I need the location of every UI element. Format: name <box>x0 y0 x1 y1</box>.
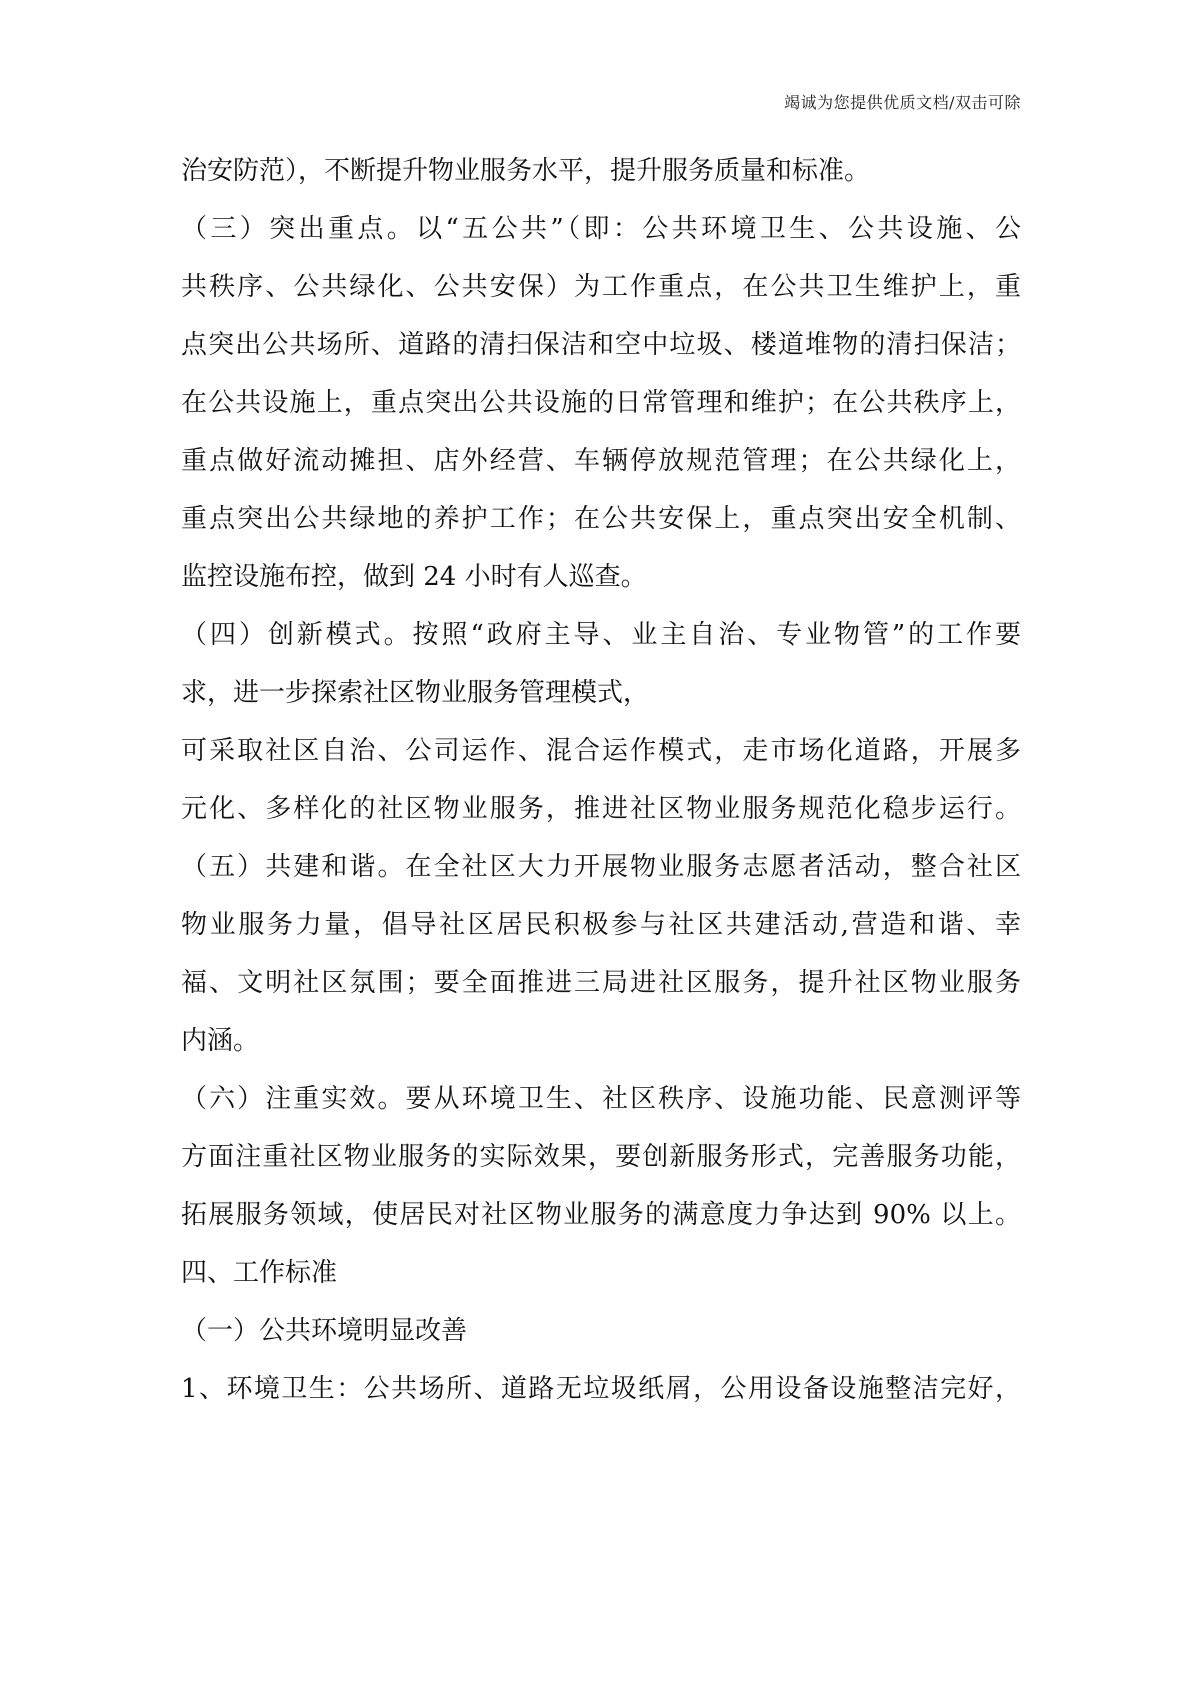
section-heading-3: （三）突出重点。以“五公共”（即：公共环境卫生、公共设施、公 <box>181 214 1021 244</box>
body-line: 拓展服务领域，使居民对社区物业服务的满意度力争达到 90% 以上。 <box>181 1200 1021 1230</box>
body-line: 物业服务力量，倡导社区居民积极参与社区共建活动,营造和谐、幸 <box>181 910 1021 940</box>
chapter-heading: 四、工作标准 <box>181 1258 338 1288</box>
body-line: 元化、多样化的社区物业服务，推进社区物业服务规范化稳步运行。 <box>181 794 1021 824</box>
body-line: 1、环境卫生：公共场所、道路无垃圾纸屑，公用设备设施整洁完好， <box>181 1374 1021 1404</box>
body-line: 福、文明社区氛围；要全面推进三局进社区服务，提升社区物业服务 <box>181 968 1021 998</box>
section-heading-4: （四）创新模式。按照“政府主导、业主自治、专业物管”的工作要 <box>181 620 1021 650</box>
section-heading-6: （六）注重实效。要从环境卫生、社区秩序、设施功能、民意测评等 <box>181 1084 1021 1114</box>
body-line: 方面注重社区物业服务的实际效果，要创新服务形式，完善服务功能， <box>181 1142 1021 1172</box>
document-body <box>181 142 1021 1418</box>
body-line: 治安防范），不断提升物业服务水平，提升服务质量和标准。 <box>181 156 871 186</box>
body-line: 点突出公共场所、道路的清扫保洁和空中垃圾、楼道堆物的清扫保洁； <box>181 330 1021 360</box>
body-line: 可采取社区自治、公司运作、混合运作模式，走市场化道路，开展多 <box>181 736 1021 766</box>
section-heading-5: （五）共建和谐。在全社区大力开展物业服务志愿者活动，整合社区 <box>181 852 1021 882</box>
body-line: 内涵。 <box>181 1026 260 1056</box>
body-line: 求，进一步探索社区物业服务管理模式， <box>181 678 650 708</box>
body-line: 重点突出公共绿地的养护工作；在公共安保上，重点突出安全机制、 <box>181 504 1021 534</box>
body-line: 在公共设施上，重点突出公共设施的日常管理和维护；在公共秩序上， <box>181 388 1021 418</box>
body-line: 重点做好流动摊担、店外经营、车辆停放规范管理；在公共绿化上， <box>181 446 1021 476</box>
page-header-watermark: 竭诚为您提供优质文档/双击可除 <box>784 93 1021 112</box>
subsection-heading: （一）公共环境明显改善 <box>181 1316 468 1346</box>
body-line: 共秩序、公共绿化、公共安保）为工作重点，在公共卫生维护上，重 <box>181 272 1021 302</box>
body-line: 监控设施布控，做到 24 小时有人巡查。 <box>181 562 647 592</box>
